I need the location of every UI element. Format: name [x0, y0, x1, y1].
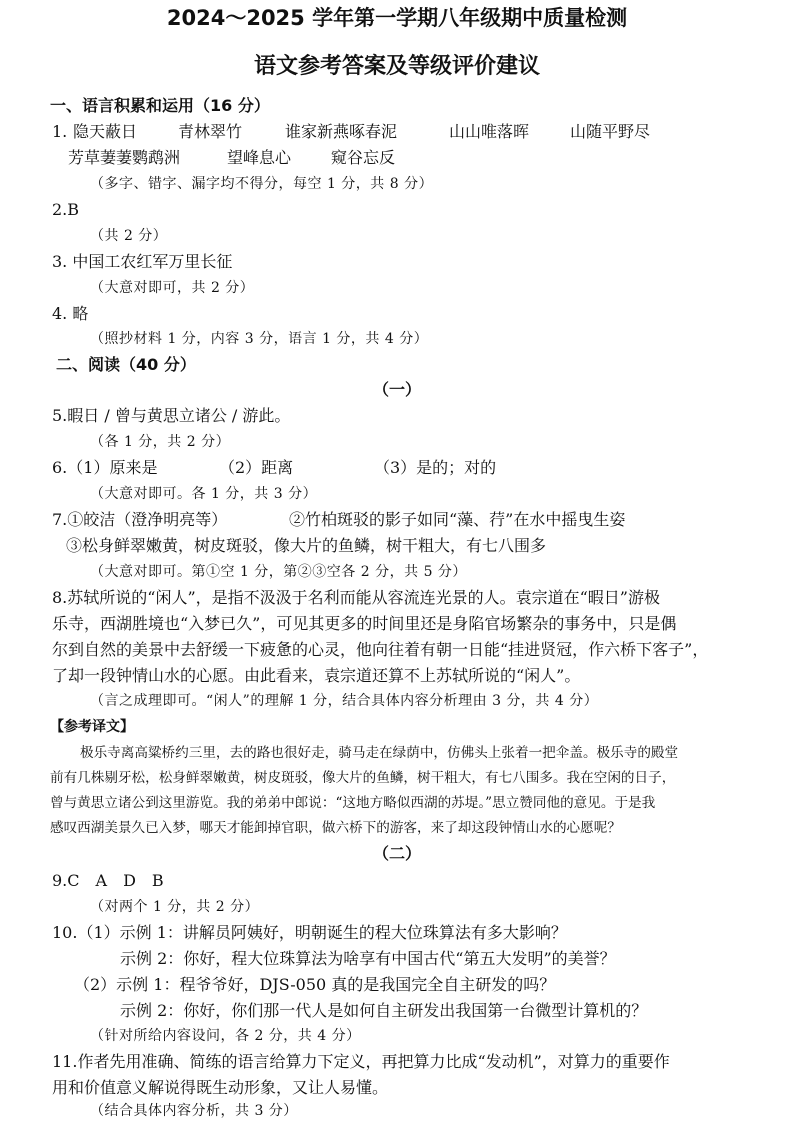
- q1-answer-1: 隐天蔽日: [73, 122, 138, 141]
- q3-answer: 3. 中国工农红军万里长征: [52, 252, 233, 271]
- q10-line-1: 10.（1）示例 1：讲解员阿姨好，明朝诞生的程大位珠算法有多大影响？: [52, 923, 567, 942]
- part-2-label: （二）: [372, 844, 421, 863]
- q1-answer-5: 山随平野尽: [570, 122, 651, 141]
- section-1-heading: 一、语言积累和运用（16 分）: [50, 96, 270, 115]
- reference-translation-line-2: 前有几株剔牙松，松身鲜翠嫩黄，树皮斑驳，像大片的鱼鳞，树干粗大，有七八围多。我在空闲的日子，: [50, 770, 676, 786]
- q9-answer: 9.C A D B: [52, 871, 164, 890]
- q1-answer-7: 望峰息心: [227, 148, 292, 167]
- q2-answer: 2.B: [52, 200, 80, 219]
- q1-answer-4: 山山唯落晖: [449, 122, 530, 141]
- q11-answer-line-1: 11.作者先用准确、简练的语言给算力下定义，再把算力比成“发动机”，对算力的重要作: [52, 1052, 670, 1071]
- reference-translation-line-4: 感叹西湖美景久已入梦，哪天才能卸掉官职，做六桥下的游客，来了却这段钟情山水的心愿呢？: [50, 820, 621, 836]
- reference-translation-heading: 【参考译文】: [50, 719, 134, 735]
- q8-answer-line-2: 乐寺，西湖胜境也“入梦已久”，可见其更多的时间里还是身陷官场繁杂的事务中，只是偶: [52, 614, 677, 633]
- q10-scoring-note: （针对所给内容设问，各 2 分，共 4 分）: [90, 1028, 361, 1044]
- q2-scoring-note: （共 2 分）: [90, 228, 168, 244]
- q6-answer-1: 6.（1）原来是: [52, 458, 158, 477]
- reference-translation-line-3: 曾与黄思立诸公到这里游览。我的弟弟中郎说：“这地方略似西湖的苏堤。”思立赞同他的意见。于是我: [50, 795, 656, 811]
- q6-answer-2: （2）距离: [219, 458, 294, 477]
- q1-answer-6: 芳草萋萋鹦鹉洲: [68, 148, 181, 167]
- q6-answer-3: （3）是的；对的: [374, 458, 497, 477]
- q5-answer: 5.暇日 / 曾与黄思立诸公 / 游此。: [52, 406, 291, 425]
- q7-scoring-note: （大意对即可。第①空 1 分，第②③空各 2 分，共 5 分）: [90, 564, 467, 580]
- q9-scoring-note: （对两个 1 分，共 2 分）: [90, 899, 260, 915]
- section-2-heading: 二、阅读（40 分）: [56, 355, 196, 374]
- q8-answer-line-1: 8.苏轼所说的“闲人”，是指不汲汲于名利而能从容流连光景的人。袁宗道在“暇日”游极: [52, 588, 660, 607]
- q10-line-2: 示例 2：你好，程大位珠算法为啥享有中国古代“第五大发明”的美誉？: [120, 949, 616, 968]
- part-1-label: （一）: [372, 380, 421, 399]
- q4-scoring-note: （照抄材料 1 分，内容 3 分，语言 1 分，共 4 分）: [90, 331, 429, 347]
- q11-scoring-note: （结合具体内容分析，共 3 分）: [90, 1103, 298, 1119]
- q8-answer-line-3: 尔到自然的美景中去舒缓一下疲惫的心灵，他向往着有朝一日能“挂进贤冠，作六桥下客子”，: [52, 640, 709, 659]
- q10-line-3: （2）示例 1：程爷爷好，DJS-050 真的是我国完全自主研发的吗？: [74, 975, 556, 994]
- q11-answer-line-2: 用和价值意义解说得既生动形象，又让人易懂。: [52, 1078, 389, 1097]
- exam-title: 2024～2025 学年第一学期八年级期中质量检测: [166, 6, 628, 30]
- q8-scoring-note: （言之成理即可。“闲人”的理解 1 分，结合具体内容分析理由 3 分，共 4 分）: [90, 693, 599, 709]
- q1-answer-3: 谁家新燕啄春泥: [285, 122, 398, 141]
- q6-scoring-note: （大意对即可。各 1 分，共 3 分）: [90, 486, 318, 502]
- answer-key-title: 语文参考答案及等级评价建议: [253, 54, 540, 79]
- q10-line-4: 示例 2：你好，你们那一代人是如何自主研发出我国第一台微型计算机的？: [120, 1001, 648, 1020]
- q7-answer-3: ③松身鲜翠嫩黄，树皮斑驳，像大片的鱼鳞，树干粗大，有七八围多: [66, 536, 547, 555]
- q1-number: 1.: [52, 122, 68, 141]
- q7-answer-2: ②竹柏斑驳的影子如同“藻、荇”在水中摇曳生姿: [289, 510, 626, 529]
- q1-scoring-note: （多字、错字、漏字均不得分，每空 1 分，共 8 分）: [90, 176, 434, 192]
- q8-answer-line-4: 了却一段钟情山水的心愿。由此看来，袁宗道还算不上苏轼所说的“闲人”。: [52, 666, 581, 685]
- q4-answer: 4. 略: [52, 304, 89, 323]
- reference-translation-line-1: 极乐寺离高粱桥约三里，去的路也很好走，骑马走在绿荫中，仿佛头上张着一把伞盖。极乐寺的殿堂: [80, 745, 679, 761]
- q3-scoring-note: （大意对即可，共 2 分）: [90, 280, 255, 296]
- q1-answer-8: 窥谷忘反: [331, 148, 396, 167]
- q1-answer-2: 青林翠竹: [178, 122, 243, 141]
- q7-answer-1: 7.①皎洁（澄净明亮等）: [52, 510, 228, 529]
- q5-scoring-note: （各 1 分，共 2 分）: [90, 434, 231, 450]
